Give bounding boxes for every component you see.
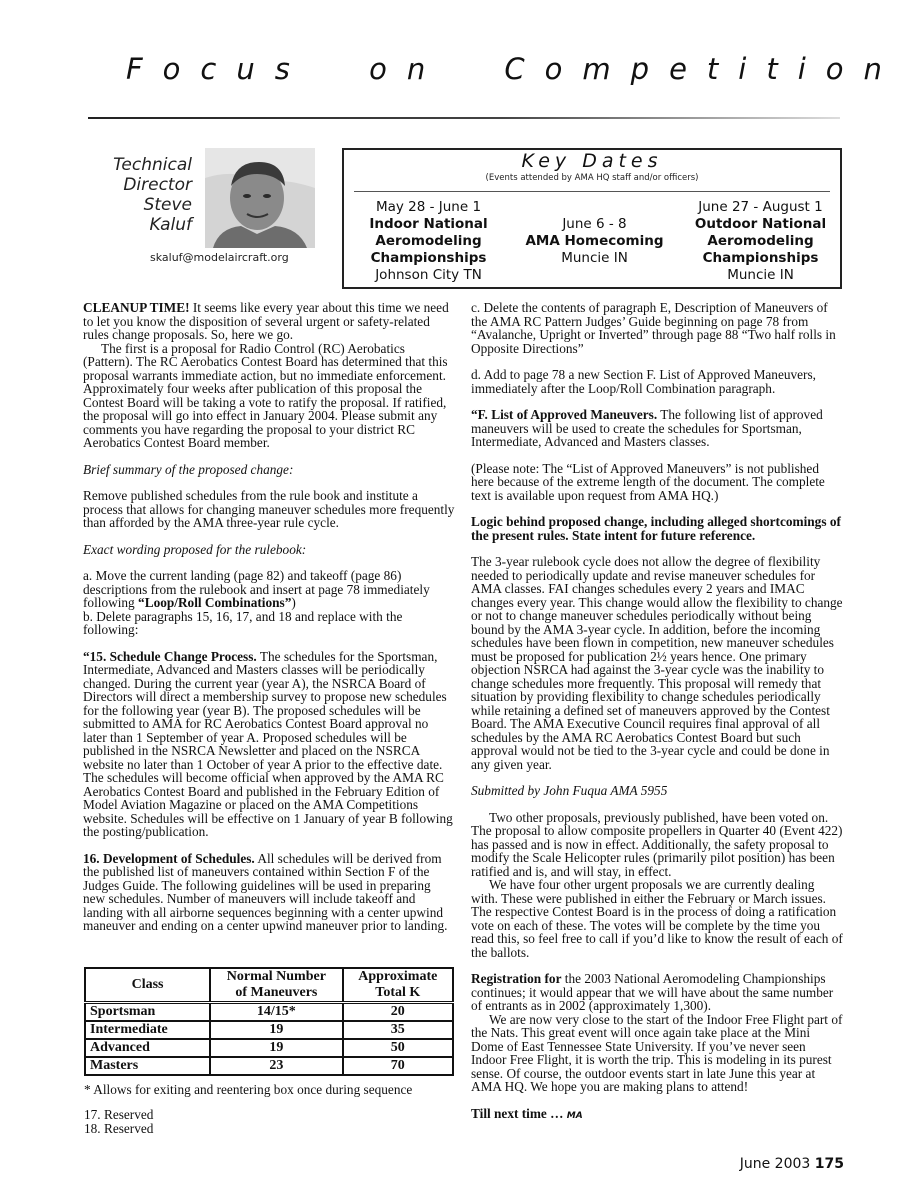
table-footnote: * Allows for exiting and reentering box once during sequence	[84, 1082, 413, 1097]
cell-k: 20	[343, 1003, 453, 1022]
event-name-line: Aeromodeling	[707, 233, 814, 249]
event-dates: May 28 - June 1	[375, 199, 482, 215]
paragraph-registration	[471, 972, 843, 1013]
event-dates: June 6 - 8	[562, 216, 627, 232]
header-k-line: Approximate	[358, 969, 438, 984]
cleanup-lead: CLEANUP TIME!	[83, 300, 190, 315]
director-label-line: Director	[123, 175, 192, 195]
logic-heading	[471, 515, 843, 542]
reserved-items	[84, 1108, 153, 1136]
logic-text-1: The 3-year rulebook cycle does not allow the degree of flexibility needed to periodically update and revise maneuver schedules for AMA classes. FAI changes schedules every 2 years and IMAC changes every year. This change would allow the flexibility to change or not to change maneuver schedules periodically without being bound by the AMA 3-year cycle. In addition, before the incoming schedules have been flown in competition, new maneuver schedules must be proposed for publication 2	[471, 554, 843, 664]
cell-maneuvers: 19	[210, 1039, 342, 1057]
key-dates-box	[342, 148, 842, 289]
brief-summary-heading	[83, 463, 455, 477]
left-column	[83, 301, 455, 946]
item-a-text: a. Move the current landing (page 82) and takeoff (page 86) descriptions from the rulebook and insert at page 78 immediately following	[83, 568, 430, 610]
cleanup-text: It seems like every year about this time we need to let you know the disposition of several urgent or safety-related rules change proposals. So, here we go.	[83, 300, 449, 342]
header-maneuvers-line: of Maneuvers	[235, 985, 318, 1000]
item-d: d. Add to page 78 a new Section F. List of Approved Maneuvers, immediately after the Loop/Roll Combination paragraph.	[471, 367, 816, 396]
header-maneuvers	[210, 968, 342, 1003]
event-location: Muncie IN	[561, 250, 628, 266]
closing-line	[471, 1107, 843, 1124]
director-portrait-image	[205, 148, 315, 248]
paragraph-16-lead: 16. Development of Schedules.	[83, 850, 255, 866]
submitted-by-text: Submitted by John Fuqua AMA 5955	[471, 783, 668, 798]
item-a	[83, 569, 455, 610]
paragraph-15	[83, 650, 455, 839]
event-location: Muncie IN	[727, 267, 794, 283]
header-k-line: Total K	[375, 985, 421, 1000]
footer-date: June 2003	[739, 1156, 811, 1172]
logic-heading-text: Logic behind proposed change, including alleged shortcomings of the present rules. State intent for future reference.	[471, 514, 841, 543]
director-email[interactable]: skaluf@modelaircraft.org	[150, 251, 289, 264]
key-date-event	[346, 199, 511, 284]
cell-class: Masters	[85, 1057, 210, 1075]
item-c: c. Delete the contents of paragraph E, Description of Maneuvers of the AMA RC Pattern Judges’ Guide beginning on page 78 from “Avalanche, Upright or Inverted” through page 88 “Two half rolls in Opposite Directions”	[471, 300, 836, 356]
submitted-by	[471, 784, 843, 798]
event-name-line: AMA Homecoming	[525, 233, 664, 249]
item-b: b. Delete paragraphs 15, 16, 17, and 18 and replace with the following:	[83, 608, 403, 637]
cell-k: 50	[343, 1039, 453, 1057]
item-a-end: )	[291, 595, 296, 610]
key-dates-subtitle: (Events attended by AMA HQ staff and/or officers)	[485, 173, 699, 183]
cell-k: 70	[343, 1057, 453, 1075]
cell-class: Advanced	[85, 1039, 210, 1057]
ma-logo-mark: MA	[566, 1110, 583, 1121]
director-label-line: Technical	[113, 155, 192, 175]
key-dates-title: Key Dates	[521, 150, 663, 172]
logic-text-2: years hence. One primary objection NSRCA had against the 3-year cycle was the inability to change schedules more frequently. This proposal will remedy that situation by providing flexibility to change schedules periodically while retaining a defined set of maneuvers approved by the Contest Board. The AMA Executive Council requires final approval of all schedules by the AMA RC Aerobatics Contest Board but such approval would not be tied to the 3-year cycle and could be done in any given year.	[471, 648, 830, 772]
key-date-event	[512, 216, 677, 267]
table-row	[85, 1057, 453, 1075]
table-row	[85, 1039, 453, 1057]
event-name-line: Championships	[702, 250, 819, 266]
paragraph-four-other: We have four other urgent proposals we are currently dealing with. These were published in either the February or March issues. The respective Contest Board is in the process of doing a ratification vote on each of these. The votes will be complete by the time you read this, so feel free to call if you’d like to know the result of each of the ballots.	[471, 877, 843, 960]
event-name-line: Outdoor National	[694, 216, 827, 232]
paragraph-two-other: Two other proposals, previously published, have been voted on. The proposal to allow composite propellers in Quarter 40 (Event 422) has passed and is now in effect. Additionally, the safety proposal to modify the Scale Helicopter rules (primarily pilot position) has been ratified and is, and will stay, in effect.	[471, 809, 843, 879]
logic-fraction: ½	[656, 648, 667, 664]
event-name-line: Indoor National	[369, 216, 488, 232]
exact-wording-heading-text: Exact wording proposed for the rulebook:	[83, 541, 307, 557]
header-class: Class	[85, 968, 210, 1003]
page-title: Focus on Competition	[126, 52, 902, 86]
closing-text: Till next time …	[471, 1105, 564, 1121]
title-divider	[88, 117, 840, 119]
cell-maneuvers: 14/15*	[210, 1003, 342, 1022]
event-dates: June 27 - August 1	[698, 199, 823, 215]
director-photo	[205, 148, 315, 248]
director-label-line: Steve	[143, 195, 192, 215]
table-row	[85, 1021, 453, 1039]
cell-class: Sportsman	[85, 1003, 210, 1022]
item-a-bold: “Loop/Roll Combinations”	[138, 595, 292, 610]
reserved-item: 18. Reserved	[84, 1121, 154, 1136]
cell-maneuvers: 23	[210, 1057, 342, 1075]
registration-lead: Registration for	[471, 971, 562, 986]
table-header-row	[85, 968, 453, 1003]
event-location: Johnson City TN	[375, 267, 482, 283]
event-name-line: Championships	[370, 250, 487, 266]
cell-class: Intermediate	[85, 1021, 210, 1039]
page-footer	[720, 1156, 844, 1172]
page-number: 175	[814, 1156, 844, 1172]
paragraph-15-text: The schedules for the Sportsman, Intermediate, Advanced and Masters classes will be periodically changed. During the current year (year A), the NSRCA Board of Directors will direct a membership survey to propose new schedules for the following year (year B). The proposed schedules will be submitted to AMA for RC Aerobatics Contest Board approval no later than 1 September of year A. Proposed schedules will be published in the NSRCA Newsletter and placed on the NSRCA website no later than 1 October of year A prior to the effective date. The schedules will become official when approved by the AMA RC Aerobatics Contest Board and published in the February Edition of Model Aviation Magazine or placed on the AMA Competitions website. Schedules will be effective on 1 January of year B following the posting/publication.	[83, 648, 453, 839]
right-column	[471, 301, 843, 1136]
director-label-line: Kaluf	[149, 215, 192, 235]
paragraph-15-lead: “15. Schedule Change Process.	[83, 648, 257, 664]
paragraph-indoor: We are now very close to the start of the Indoor Free Flight part of the Nats. This great event will once again take place at the Mini Dome of East Tennessee State University. If you’ve never seen Indoor Free Flight, it is worth the trip. This is modeling in its purest sense. Of course, the outdoor events start in late June this year at AMA HQ. We hope you are making plans to attend!	[471, 1011, 843, 1094]
event-name-line: Aeromodeling	[375, 233, 482, 249]
header-total-k	[343, 968, 453, 1003]
paragraph-16-text: All schedules will be derived from the published list of maneuvers contained within Section F of the Judges Guide. The following guidelines will be used in preparing new schedules. Number of maneuvers will include takeoff and landing with all airborne sequences beginning with a center upwind maneuver and ending on a center upwind maneuver prior to landing.	[83, 850, 448, 933]
key-dates-divider	[354, 191, 830, 192]
reserved-item: 17. Reserved	[84, 1107, 154, 1122]
section-f-text: The following list of approved maneuvers will be used to create the schedules for Sportsman, Intermediate, Advanced and Masters classes.	[471, 407, 823, 449]
exact-wording-heading	[83, 543, 455, 557]
logic-text	[471, 555, 843, 771]
cell-k: 35	[343, 1021, 453, 1039]
maneuver-table	[84, 967, 454, 1076]
key-date-event	[678, 199, 843, 284]
paragraph-16	[83, 852, 455, 933]
brief-summary-text: Remove published schedules from the rule book and institute a process that allows for changing maneuver schedules more frequently than afforded by the AMA three-year rule cycle.	[83, 488, 455, 530]
registration-text: the 2003 National Aeromodeling Championships continues; it would appear that we will have about the same number of entrants as in 2002 (approximately 1,300).	[471, 971, 834, 1013]
paragraph-cleanup	[83, 301, 455, 342]
section-f	[471, 408, 843, 449]
brief-summary-heading-text: Brief summary of the proposed change:	[83, 461, 294, 477]
table-row	[85, 1003, 453, 1022]
cell-maneuvers: 19	[210, 1021, 342, 1039]
header-maneuvers-line: Normal Number	[226, 969, 326, 984]
director-label	[90, 155, 192, 235]
please-note: (Please note: The “List of Approved Maneuvers” is not published here because of the extreme length of the document. The complete text is available upon request from AMA HQ.)	[471, 460, 825, 503]
section-f-lead: “F. List of Approved Maneuvers.	[471, 407, 658, 422]
paragraph-first-proposal: The first is a proposal for Radio Control (RC) Aerobatics (Pattern). The RC Aerobatics Contest Board has determined that this proposal warrants immediate action, but no immediate enforcement. Approximately four weeks after publication of this proposal the Contest Board will be taking a vote to ratify the proposal. If ratified, the proposal will go into effect in January 2004. Please submit any comments you have regarding the proposal to your district RC Aerobatics Contest Board member.	[83, 340, 448, 450]
